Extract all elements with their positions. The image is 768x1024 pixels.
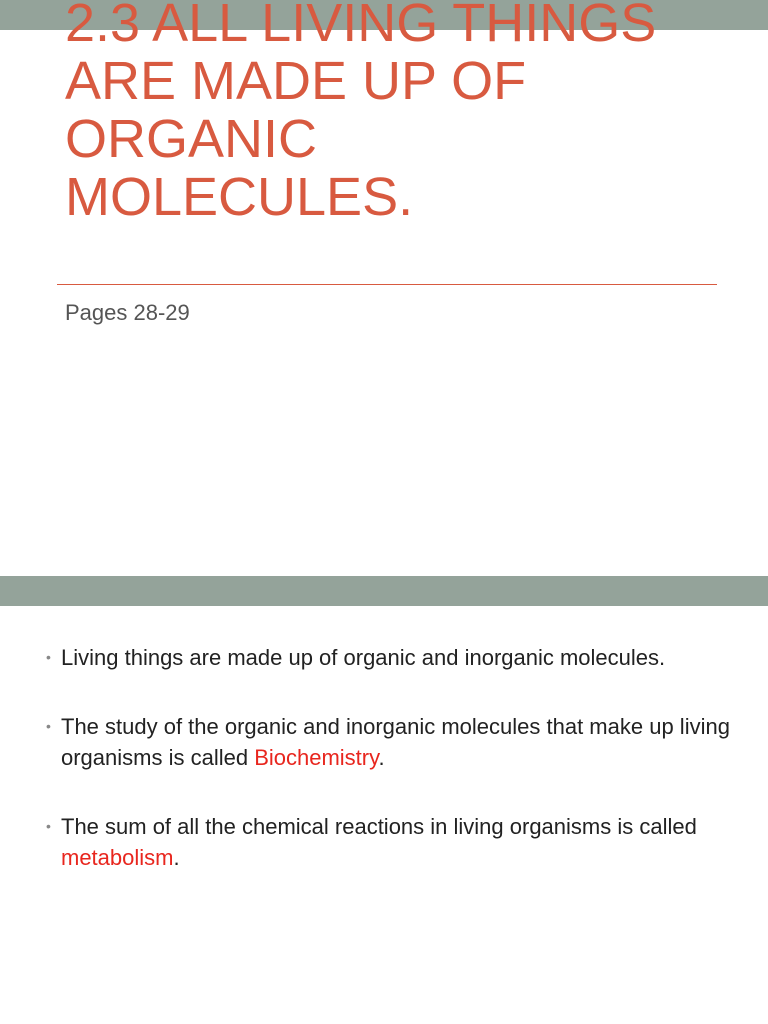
bullet-text: The study of the organic and inorganic molecules that make up living organisms is called bbox=[61, 714, 730, 770]
content-slide bbox=[0, 576, 768, 1024]
title-line: 2.3 ALL LIVING THINGS bbox=[65, 0, 657, 53]
highlighted-term: Biochemistry bbox=[254, 745, 379, 770]
bullet-text: Living things are made up of organic and inorganic molecules. bbox=[61, 645, 666, 670]
title-line: ARE MADE UP OF bbox=[65, 51, 527, 111]
bullet-text-end: . bbox=[173, 845, 180, 870]
slide-title bbox=[65, 0, 755, 226]
slide-subtitle: Pages 28-29 bbox=[65, 300, 190, 325]
bullet-text: The sum of all the chemical reactions in living organisms is called bbox=[61, 814, 697, 839]
bullet-item bbox=[43, 642, 733, 673]
bullet-text-end: . bbox=[378, 745, 385, 770]
bullet-list bbox=[43, 642, 733, 911]
title-line: MOLECULES. bbox=[65, 167, 414, 227]
highlighted-term: metabolism bbox=[61, 845, 174, 870]
slide-top-bar bbox=[0, 576, 768, 606]
title-line: ORGANIC bbox=[65, 109, 318, 169]
bullet-dot-icon: • bbox=[46, 649, 51, 665]
bullet-item bbox=[43, 811, 733, 873]
bullet-dot-icon: • bbox=[46, 718, 51, 734]
title-divider bbox=[57, 284, 717, 285]
bullet-dot-icon: • bbox=[46, 818, 51, 834]
bullet-item bbox=[43, 711, 733, 773]
